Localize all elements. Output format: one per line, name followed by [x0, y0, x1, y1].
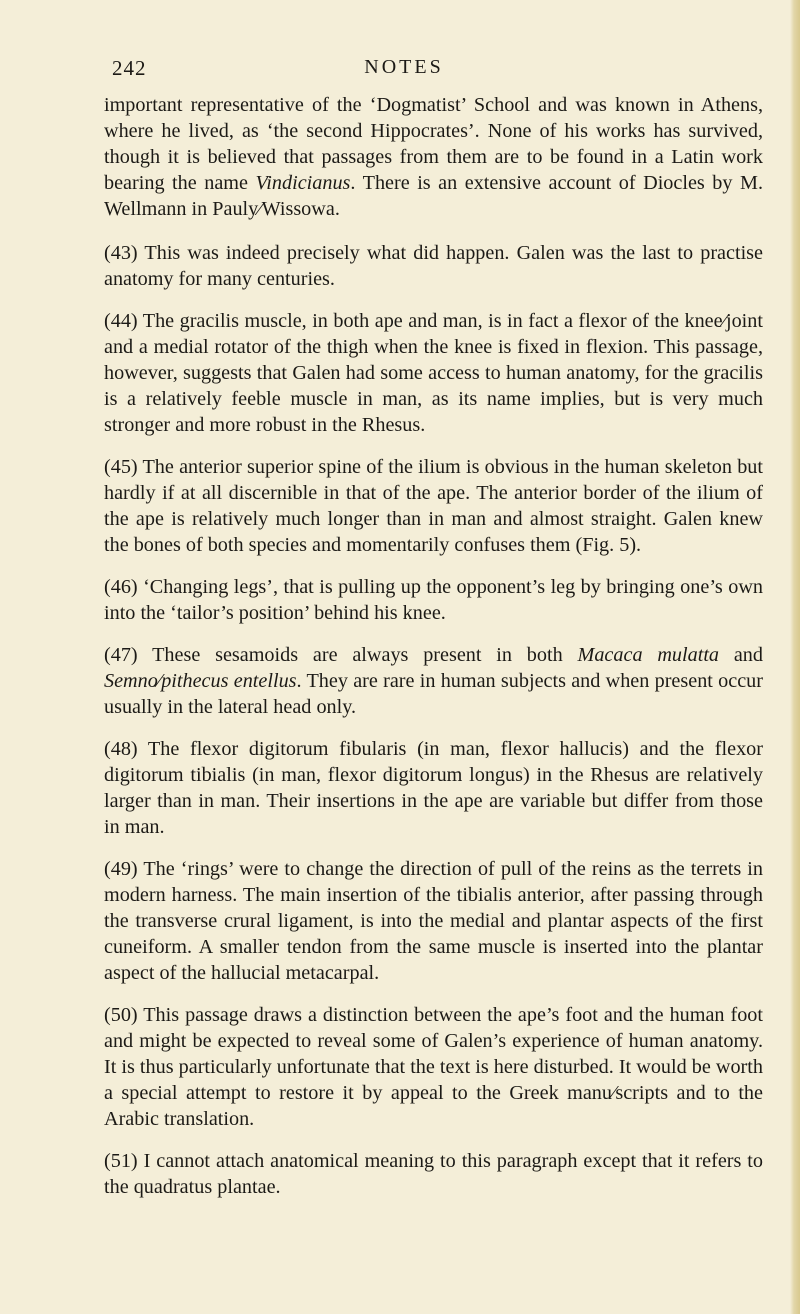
page-number: 242 — [112, 56, 147, 80]
notes-body — [104, 92, 763, 1216]
note-47-species-1: Macaca mulatta — [577, 644, 720, 666]
note-continued — [104, 92, 763, 222]
note-44: (44) The gracilis muscle, in both ape and man, is in fact a flexor of the knee⁄joint and a medial rotator of the thigh when the knee is fixed in flexion. This passage, however, suggests that Galen had some access to human anatomy, for the gracilis is a relatively feeble muscle in man, as its name implies, but is very much stronger and more robust in the Rhesus. — [104, 310, 763, 436]
note-47-text-c: . They are rare in human subjects and when present occur usually in the lateral head only. — [104, 670, 763, 718]
note-47-species-2: Semno⁄pithecus entellus — [104, 670, 297, 692]
note-51: (51) I cannot attach anatomical meaning to this paragraph except that it refers to the quadratus plantae. — [104, 1150, 763, 1198]
note-47-text-a: (47) These sesamoids are always present in both — [104, 644, 578, 666]
note-45: (45) The anterior superior spine of the ilium is obvious in the human skeleton but hardly if at all discernible in that of the ape. The anterior border of the ilium of the ape is relatively much longer than in man and almost straight. Galen knew the bones of both species and momentarily confuses them (Fig. 5). — [104, 456, 763, 556]
note-43: (43) This was indeed precisely what did happen. Galen was the last to practise anatomy for many centuries. — [104, 242, 763, 290]
running-head: NOTES — [364, 56, 444, 78]
note-47 — [104, 642, 763, 720]
note-50: (50) This passage draws a distinction between the ape’s foot and the human foot and might be expected to reveal some of Galen’s experience of human anatomy. It is thus particularly unfortunate that the text is here disturbed. It would be worth a special attempt to restore it by appeal to the Greek manu⁄scripts and to the Arabic translation. — [104, 1004, 763, 1130]
note-continued-text-b: . There is an extensive account of Diocles by M. Wellmann in Pauly⁄Wissowa. — [104, 172, 763, 220]
note-46: (46) ‘Changing legs’, that is pulling up the opponent’s leg by bringing one’s own into the ‘tailor’s position’ behind his knee. — [104, 576, 763, 624]
note-continued-text-a: important representative of the ‘Dogmatist’ School and was known in Athens, where he lived, as ‘the second Hippocrates’. None of his works has survived, though it is believed that passages from them are to be found in a Latin work bearing the name — [104, 94, 763, 194]
note-48: (48) The flexor digitorum fibularis (in man, flexor hallucis) and the flexor digitorum tibialis (in man, flexor digitorum longus) in the Rhesus are relatively larger than in man. Their insertions in the ape are variable but differ from those in man. — [104, 738, 763, 838]
note-49: (49) The ‘rings’ were to change the direction of pull of the reins as the terrets in modern harness. The main insertion of the tibialis anterior, after passing through the transverse crural ligament, is into the medial and plantar aspects of the first cuneiform. A smaller tendon from the same muscle is inserted into the plantar aspect of the hallucial metacarpal. — [104, 858, 763, 984]
note-47-text-b: and — [719, 644, 763, 666]
note-continued-italic: Vindicianus — [255, 172, 351, 194]
page-header — [104, 48, 704, 88]
page-edge — [790, 0, 800, 1314]
